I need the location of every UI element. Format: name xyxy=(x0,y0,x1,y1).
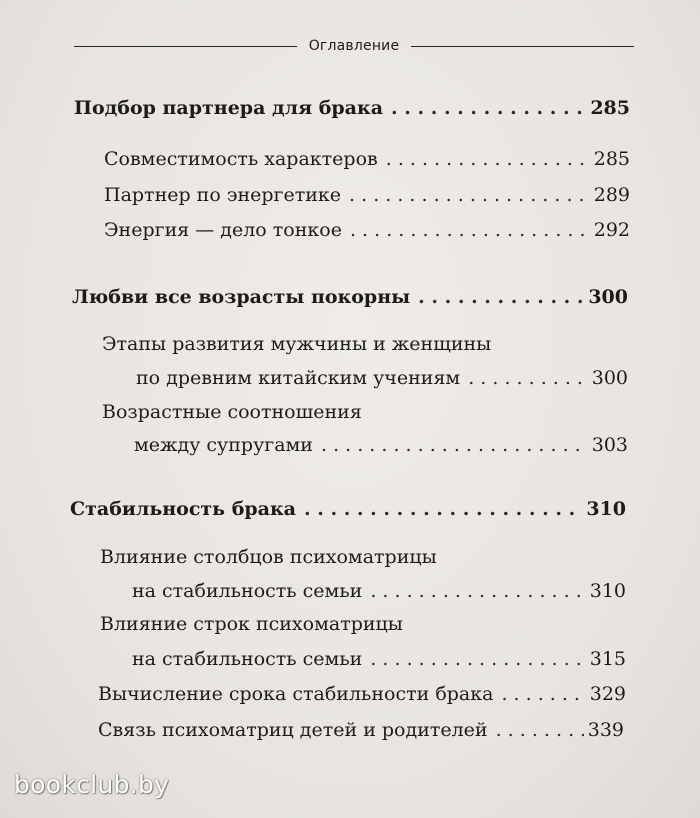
toc-entry[interactable] xyxy=(134,433,628,457)
dot-leader xyxy=(304,497,582,521)
entry-title: Совместимость характеров xyxy=(104,148,378,170)
entry-title: Партнер по энергетике xyxy=(104,184,342,206)
page-number: 315 xyxy=(589,648,626,670)
dot-leader xyxy=(349,183,590,207)
dot-leader xyxy=(468,366,588,390)
toc-entry[interactable] xyxy=(104,218,630,242)
entry-title: на стабильность семьи xyxy=(132,648,363,670)
page-number: 285 xyxy=(590,97,630,119)
page-number: 339 xyxy=(587,719,624,741)
page-number: 289 xyxy=(593,184,630,206)
toc-section-heading[interactable] xyxy=(72,285,628,309)
page-number: 310 xyxy=(589,580,626,602)
toc-entry[interactable] xyxy=(136,366,628,390)
dot-leader xyxy=(496,718,584,742)
section-title: Стабильность брака xyxy=(70,498,296,520)
dot-leader xyxy=(501,682,585,706)
entry-title: Энергия — дело тонкое xyxy=(104,219,342,241)
page-number: 300 xyxy=(588,286,628,308)
toc-section-heading[interactable] xyxy=(74,96,630,120)
entry-title: на стабильность семьи xyxy=(132,580,363,602)
toc-entry[interactable] xyxy=(132,647,626,671)
toc-entry[interactable] xyxy=(98,682,626,706)
dot-leader xyxy=(350,218,590,242)
section-title: Любви все возрасты покорны xyxy=(72,286,411,308)
entry-title-line: Возрастные соотношения xyxy=(102,401,362,423)
entry-title-line: Этапы развития мужчины и женщины xyxy=(102,333,492,355)
page-number: 285 xyxy=(593,148,630,170)
page-number: 292 xyxy=(593,219,630,241)
page-number: 303 xyxy=(591,434,628,456)
header-title: Оглавление xyxy=(308,38,400,54)
entry-title: между супругами xyxy=(134,434,313,456)
entry-title-line: Влияние столбцов психоматрицы xyxy=(100,546,437,568)
toc-section-heading[interactable] xyxy=(70,497,626,521)
toc-entry[interactable] xyxy=(104,147,630,171)
dot-leader xyxy=(370,579,585,603)
section-title: Подбор партнера для брака xyxy=(74,97,384,119)
dot-leader xyxy=(386,147,590,171)
entry-title-line: Влияние строк психоматрицы xyxy=(100,613,403,635)
entry-title: Связь психоматриц детей и родителей xyxy=(98,719,488,741)
entry-title: по древним китайским учениям xyxy=(136,367,461,389)
page-number: 310 xyxy=(586,498,626,520)
dot-leader xyxy=(321,433,588,457)
watermark: bookclub.by xyxy=(14,770,170,799)
toc-entry[interactable] xyxy=(98,718,624,742)
entry-title: Вычисление срока стабильности брака xyxy=(98,683,494,705)
dot-leader xyxy=(370,647,585,671)
toc-entry[interactable] xyxy=(104,183,630,207)
dot-leader xyxy=(418,285,584,309)
toc-entry[interactable] xyxy=(132,579,626,603)
dot-leader xyxy=(391,96,586,120)
page-number: 300 xyxy=(591,367,628,389)
page-number: 329 xyxy=(589,683,626,705)
